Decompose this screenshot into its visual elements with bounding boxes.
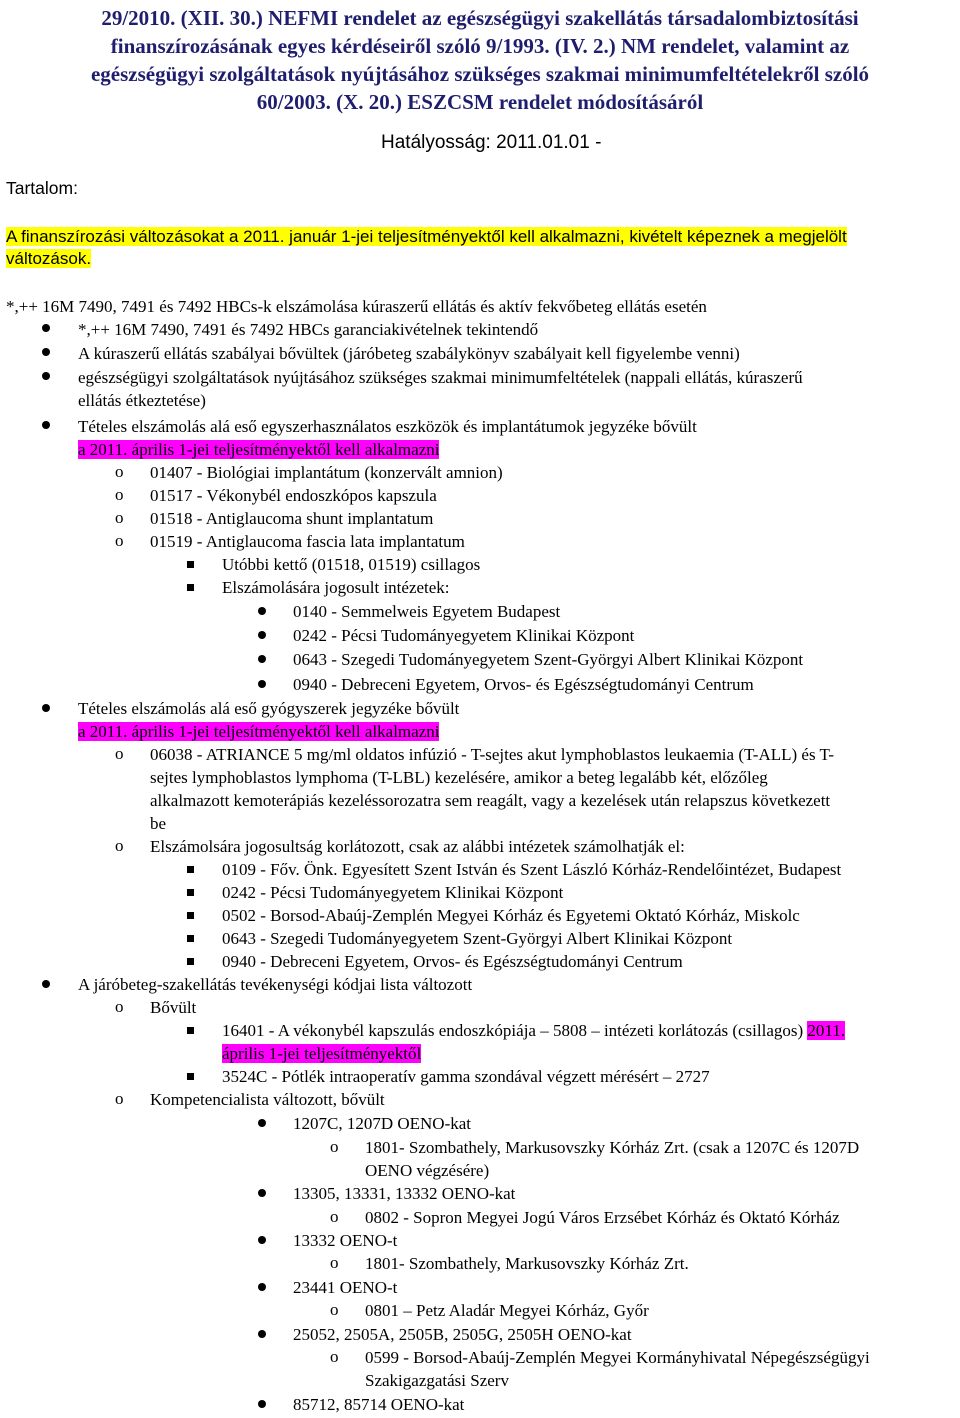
bullet-icon	[258, 1400, 266, 1408]
list-item: 1207C, 1207D OENO-kat	[293, 1114, 472, 1133]
title-line: 29/2010. (XII. 30.) NEFMI rendelet az egészségügyi szakellátás társadalombiztosítási	[101, 6, 859, 30]
list-item-cont: be	[150, 814, 167, 833]
circle-marker-icon: o	[115, 531, 124, 550]
list-item: 01407 - Biológiai implantátum (konzervált amnion)	[150, 463, 503, 482]
list-item: Kompetencialista változott, bővült	[150, 1090, 385, 1109]
circle-marker-icon: o	[115, 997, 124, 1016]
bullet-icon	[258, 1236, 266, 1244]
list-item: 0109 - Főv. Önk. Egyesített Szent István és Szent László Kórház-Rendelőintézet, Budapest	[222, 860, 842, 879]
list-item: *,++ 16M 7490, 7491 és 7492 HBCs garanciakivételnek tekintendő	[78, 320, 539, 339]
list-item: 1801- Szombathely, Markusovszky Kórház Zrt. (csak a 1207C és 1207D	[365, 1138, 860, 1157]
notice-line: A finanszírozási változásokat a 2011. január 1-jei teljesítményektől kell alkalmazni, kivételt képeznek a megjelölt	[6, 227, 847, 246]
list-item-cont	[222, 1043, 421, 1065]
circle-marker-icon: o	[115, 485, 124, 504]
list-item-cont	[78, 721, 439, 743]
square-bullet-icon	[187, 561, 194, 568]
list-item-cont: ellátás étkeztetése)	[78, 391, 206, 410]
list-item: Tételes elszámolás alá eső gyógyszerek jegyzéke bővült	[78, 699, 460, 718]
highlight: április 1-jei teljesítményektől	[222, 1044, 422, 1063]
list-item: 85712, 85714 OENO-kat	[293, 1395, 465, 1414]
bullet-icon	[258, 631, 266, 639]
list-item: A járóbeteg-szakellátás tevékenységi kódjai lista változott	[78, 975, 473, 994]
circle-marker-icon: o	[330, 1137, 339, 1156]
list-item: 0801 – Petz Aladár Megyei Kórház, Győr	[365, 1301, 649, 1320]
circle-marker-icon: o	[330, 1207, 339, 1226]
list-item: 01518 - Antiglaucoma shunt implantatum	[150, 509, 434, 528]
list-item-cont	[78, 439, 439, 461]
title-line: egészségügyi szolgáltatások nyújtásához szükséges szakmai minimumfeltételekről szóló	[90, 62, 870, 86]
bullet-icon	[42, 421, 50, 429]
list-item: 0643 - Szegedi Tudományegyetem Szent-Györgyi Albert Klinikai Központ	[293, 650, 804, 669]
list-item: Elszámolsára jogosultság korlátozott, csak az alábbi intézetek számolhatják el:	[150, 837, 685, 856]
circle-marker-icon: o	[115, 836, 124, 855]
list-item-cont: Szakigazgatási Szerv	[365, 1371, 509, 1390]
list-item-cont: alkalmazott kemoterápiás kezeléssorozatra sem reagált, vagy a kezelések után relapszus következett	[150, 791, 831, 810]
list-item: 01517 - Vékonybél endoszkópos kapszula	[150, 486, 437, 505]
bullet-icon	[258, 1119, 266, 1127]
square-bullet-icon	[187, 584, 194, 591]
square-bullet-icon	[187, 889, 194, 896]
list-item: 01519 - Antiglaucoma fascia lata implantatum	[150, 532, 465, 551]
square-bullet-icon	[187, 958, 194, 965]
list-item: A kúraszerű ellátás szabályai bővültek (járóbeteg szabálykönyv szabályait kell figyelembe venni)	[78, 344, 740, 363]
highlight: a 2011. április 1-jei teljesítményektől kell alkalmazni	[78, 440, 440, 459]
bullet-icon	[42, 348, 50, 356]
list-item: *,++ 16M 7490, 7491 és 7492 HBCs-k elszámolása kúraszerű ellátás és aktív fekvőbeteg ellátás esetén	[6, 297, 707, 316]
effective-date: Hatályosság: 2011.01.01 -	[381, 132, 602, 153]
circle-marker-icon: o	[115, 462, 124, 481]
list-item: 0802 - Sopron Megyei Jogú Város Erzsébet Kórház és Oktató Kórház	[365, 1208, 840, 1227]
square-bullet-icon	[187, 866, 194, 873]
list-item: 1801- Szombathely, Markusovszky Kórház Zrt.	[365, 1254, 689, 1273]
bullet-icon	[258, 680, 266, 688]
title-line: finanszírozásának egyes kérdéseiről szóló 9/1993. (IV. 2.) NM rendelet, valamint az	[110, 34, 850, 58]
square-bullet-icon	[187, 935, 194, 942]
circle-marker-icon: o	[330, 1300, 339, 1319]
list-item: 0940 - Debreceni Egyetem, Orvos- és Egészségtudományi Centrum	[222, 952, 683, 971]
bullet-icon	[42, 704, 50, 712]
list-item: 0242 - Pécsi Tudományegyetem Klinikai Központ	[222, 883, 564, 902]
list-item: 0140 - Semmelweis Egyetem Budapest	[293, 602, 561, 621]
list-item: 0599 - Borsod-Abaúj-Zemplén Megyei Kormányhivatal Népegészségügyi	[365, 1348, 870, 1367]
list-item-cont: OENO végzésére)	[365, 1161, 490, 1180]
list-item: 0502 - Borsod-Abaúj-Zemplén Megyei Kórház és Egyetemi Oktató Kórház, Miskolc	[222, 906, 800, 925]
list-item: Utóbbi kettő (01518, 01519) csillagos	[222, 555, 481, 574]
bullet-icon	[258, 1283, 266, 1291]
bullet-icon	[258, 655, 266, 663]
bullet-icon	[42, 372, 50, 380]
circle-marker-icon: o	[330, 1347, 339, 1366]
highlight: a 2011. április 1-jei teljesítményektől kell alkalmazni	[78, 722, 440, 741]
list-item: 13332 OENO-t	[293, 1231, 398, 1250]
highlight: 2011.	[807, 1021, 846, 1040]
bullet-icon	[258, 1330, 266, 1338]
contents-label: Tartalom:	[6, 178, 78, 198]
list-item: 0643 - Szegedi Tudományegyetem Szent-Györgyi Albert Klinikai Központ	[222, 929, 733, 948]
list-item: 0940 - Debreceni Egyetem, Orvos- és Egészségtudományi Centrum	[293, 675, 754, 694]
circle-marker-icon: o	[115, 1089, 124, 1108]
bullet-icon	[258, 607, 266, 615]
list-item: 13305, 13331, 13332 OENO-kat	[293, 1184, 516, 1203]
list-item: 06038 - ATRIANCE 5 mg/ml oldatos infúzió - T-sejtes akut lymphoblastos leukaemia (T-ALL) és T-	[150, 745, 835, 764]
list-item	[222, 1020, 845, 1042]
circle-marker-icon: o	[115, 744, 124, 763]
notice-line: változások.	[6, 249, 92, 268]
list-item: 25052, 2505A, 2505B, 2505G, 2505H OENO-kat	[293, 1325, 632, 1344]
bullet-icon	[42, 980, 50, 988]
document-title	[0, 0, 960, 116]
square-bullet-icon	[187, 912, 194, 919]
square-bullet-icon	[187, 1027, 194, 1034]
notice	[6, 226, 954, 270]
list-item-cont: sejtes lymphoblastos lymphoma (T-LBL) kezelésére, amikor a beteg legalább két, előzőleg	[150, 768, 768, 787]
title-line: 60/2003. (X. 20.) ESZCSM rendelet módosításáról	[256, 90, 704, 114]
bullet-icon	[42, 324, 50, 332]
list-item: Tételes elszámolás alá eső egyszerhasználatos eszközök és implantátumok jegyzéke bővült	[78, 417, 697, 436]
list-item-text: 16401 - A vékonybél kapszulás endoszkópiája – 5808 – intézeti korlátozás (csillagos)	[222, 1021, 804, 1040]
list-item: 3524C - Pótlék intraoperatív gamma szondával végzett mérésért – 2727	[222, 1067, 710, 1086]
circle-marker-icon: o	[330, 1253, 339, 1272]
list-item: 23441 OENO-t	[293, 1278, 398, 1297]
list-item: 0242 - Pécsi Tudományegyetem Klinikai Központ	[293, 626, 635, 645]
bullet-icon	[258, 1189, 266, 1197]
list-item: Bővült	[150, 998, 197, 1017]
list-item: Elszámolására jogosult intézetek:	[222, 578, 450, 597]
circle-marker-icon: o	[115, 508, 124, 527]
list-item: egészségügyi szolgáltatások nyújtásához szükséges szakmai minimumfeltételek (nappali ellátás, kúraszerű	[78, 368, 803, 387]
square-bullet-icon	[187, 1073, 194, 1080]
